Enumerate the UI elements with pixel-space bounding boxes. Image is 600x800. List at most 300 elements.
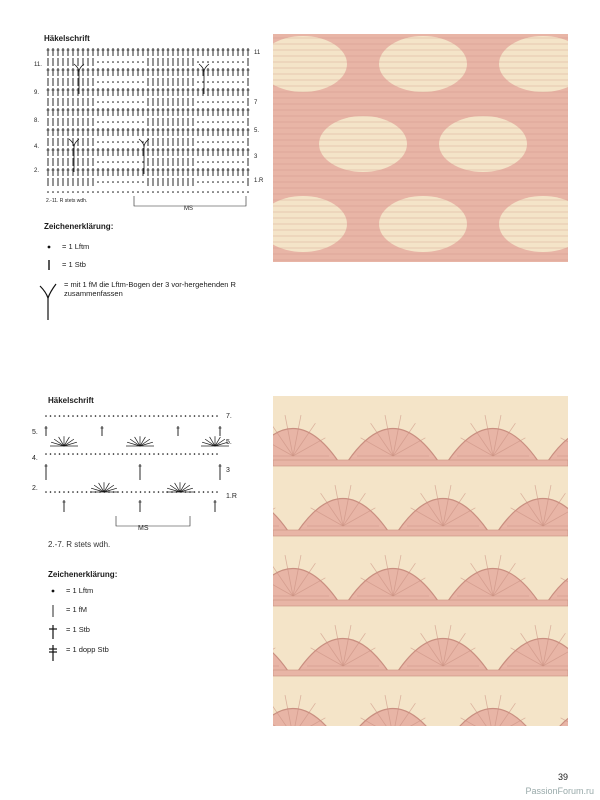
stitch-symbol: [192, 128, 195, 136]
chain-dot: [242, 61, 244, 63]
stitch-symbol: [242, 148, 245, 156]
stitch-symbol: [132, 148, 135, 156]
chain-dot: [222, 161, 224, 163]
stitch-symbol: [127, 128, 130, 136]
chain-dot: [131, 491, 133, 493]
chain-dot: [207, 61, 209, 63]
chain-dot: [137, 141, 139, 143]
chain-dot: [77, 415, 79, 417]
chain-dot: [131, 453, 133, 455]
stitch-symbol: [112, 88, 115, 96]
chain-dot: [232, 141, 234, 143]
stitch-symbol: [82, 148, 85, 156]
stitch-symbol: [157, 168, 160, 176]
stitch-symbol: [52, 68, 55, 76]
legend-item: = 1 Lftm: [44, 242, 89, 253]
chain-dot: [144, 453, 146, 455]
chain-dot: [68, 415, 70, 417]
chain-dot: [142, 181, 144, 183]
stitch-symbol: [167, 168, 170, 176]
chain-dot: [142, 101, 144, 103]
stitch-symbol: [117, 88, 120, 96]
chain-dot: [132, 61, 134, 63]
hook-symbol: [74, 64, 84, 94]
chain-dot: [182, 191, 184, 193]
stitch-symbol: [147, 108, 150, 116]
chain-dot: [112, 121, 114, 123]
stitch-symbol: [232, 128, 235, 136]
chain-dot: [137, 61, 139, 63]
chain-dot: [207, 161, 209, 163]
swatch-band: [273, 530, 568, 536]
stitch-symbol: [147, 68, 150, 76]
dot-icon: [48, 586, 62, 597]
stitch-symbol: [212, 88, 215, 96]
stitch-symbol: [177, 48, 180, 56]
chain-dot: [207, 415, 209, 417]
chain-dot: [247, 191, 249, 193]
chain-dot: [72, 415, 74, 417]
stitch-symbol: [102, 48, 105, 56]
chain-dot: [217, 191, 219, 193]
repeat-note: 2.-11. R stets wdh.: [46, 198, 88, 204]
chain-dot: [132, 191, 134, 193]
ms-label: MS: [138, 525, 149, 532]
ms-bracket: [116, 516, 190, 526]
chain-dot: [132, 161, 134, 163]
stitch-symbol: [187, 148, 190, 156]
stitch-symbol: [107, 148, 110, 156]
chain-dot: [63, 491, 65, 493]
stitch-symbol: [62, 108, 65, 116]
stitch-symbol: [117, 68, 120, 76]
stitch-symbol: [212, 128, 215, 136]
chain-dot: [82, 191, 84, 193]
stitch-symbol: [237, 88, 240, 96]
stitch-symbol: [77, 108, 80, 116]
stitch-symbol: [192, 168, 195, 176]
stitch-symbol: [222, 148, 225, 156]
stitch-symbol: [122, 48, 125, 56]
stitch-symbol: [47, 168, 50, 176]
stitch-symbol: [232, 148, 235, 156]
stitch-symbol: [207, 128, 210, 136]
chain-dot: [54, 453, 56, 455]
stitch-symbol: [227, 128, 230, 136]
legend-title: Zeichenerklärung:: [48, 570, 118, 579]
pattern2-title: Häkelschrift: [48, 396, 94, 405]
stitch-symbol: [182, 68, 185, 76]
stitch-symbol: [87, 148, 90, 156]
ms-label: MS: [184, 206, 193, 212]
chain-dot: [189, 453, 191, 455]
stitch-symbol: [162, 108, 165, 116]
stitch-symbol: [197, 148, 200, 156]
chain-dot: [113, 415, 115, 417]
chain-dot: [99, 415, 101, 417]
stitch-symbol: [187, 48, 190, 56]
chain-dot: [207, 81, 209, 83]
stitch-symbol: [182, 108, 185, 116]
chain-dot: [90, 453, 92, 455]
chain-dot: [132, 121, 134, 123]
stitch-symbol: [117, 148, 120, 156]
chain-dot: [217, 81, 219, 83]
stitch-symbol: [182, 148, 185, 156]
cross-bar-icon: [48, 625, 62, 641]
stitch-symbol: [47, 88, 50, 96]
chain-dot: [104, 453, 106, 455]
stitch-symbol: [147, 88, 150, 96]
chain-dot: [222, 141, 224, 143]
chain-dot: [57, 191, 59, 193]
stitch-symbol: [219, 464, 222, 480]
stitch-symbol: [152, 168, 155, 176]
chain-dot: [68, 491, 70, 493]
chain-dot: [212, 191, 214, 193]
chain-dot: [137, 181, 139, 183]
chain-dot: [222, 181, 224, 183]
chain-dot: [167, 191, 169, 193]
page-number: 39: [557, 772, 568, 782]
chain-dot: [140, 415, 142, 417]
chain-dot: [207, 141, 209, 143]
chain-dot: [232, 161, 234, 163]
stitch-symbol: [132, 48, 135, 56]
stitch-symbol: [77, 128, 80, 136]
chain-dot: [86, 453, 88, 455]
stitch-symbol: [127, 88, 130, 96]
stitch-symbol: [92, 88, 95, 96]
stitch-symbol: [227, 168, 230, 176]
stitch-symbol: [82, 68, 85, 76]
swatch-band: [273, 670, 568, 676]
chain-dot: [107, 81, 109, 83]
chain-dot: [171, 415, 173, 417]
chain-dot: [122, 121, 124, 123]
stitch-symbol: [172, 68, 175, 76]
chain-dot: [107, 181, 109, 183]
stitch-symbol: [57, 48, 60, 56]
legend-title: Zeichenerklärung:: [44, 222, 114, 231]
chain-dot: [50, 415, 52, 417]
chain-dot: [222, 191, 224, 193]
chain-dot: [227, 161, 229, 163]
pattern2-photo: [273, 396, 568, 726]
chain-dot: [113, 453, 115, 455]
chain-dot: [54, 491, 56, 493]
chain-dot: [212, 61, 214, 63]
chain-dot: [122, 141, 124, 143]
stitch-symbol: [67, 148, 70, 156]
stitch-symbol: [242, 88, 245, 96]
chain-dot: [127, 191, 129, 193]
stitch-symbol: [157, 148, 160, 156]
stitch-symbol: [142, 128, 145, 136]
stitch-symbol: [177, 68, 180, 76]
stitch-symbol: [67, 48, 70, 56]
stitch-symbol: [132, 128, 135, 136]
stitch-symbol: [202, 128, 205, 136]
pattern1-title: Häkelschrift: [44, 34, 90, 43]
fan-symbol: [90, 482, 118, 492]
chain-dot: [153, 415, 155, 417]
stitch-symbol: [172, 148, 175, 156]
chain-dot: [142, 121, 144, 123]
row-label-right: 3: [226, 467, 230, 474]
stitch-symbol: [97, 48, 100, 56]
stitch-symbol: [247, 148, 250, 156]
stitch-symbol: [202, 148, 205, 156]
stitch-symbol: [237, 148, 240, 156]
stitch-symbol: [212, 148, 215, 156]
stitch-symbol: [67, 128, 70, 136]
stitch-symbol: [197, 128, 200, 136]
stitch-symbol: [232, 68, 235, 76]
chain-dot: [72, 491, 74, 493]
stitch-symbol: [107, 48, 110, 56]
stitch-symbol: [237, 48, 240, 56]
stitch-symbol: [222, 68, 225, 76]
chain-dot: [162, 415, 164, 417]
chain-dot: [232, 181, 234, 183]
stitch-symbol: [152, 128, 155, 136]
stitch-symbol: [187, 108, 190, 116]
stitch-symbol: [62, 88, 65, 96]
stitch-symbol: [132, 68, 135, 76]
chain-dot: [197, 161, 199, 163]
chain-dot: [132, 181, 134, 183]
stitch-symbol: [212, 108, 215, 116]
chain-dot: [232, 81, 234, 83]
hook-symbol: [69, 139, 79, 172]
chain-dot: [202, 141, 204, 143]
chain-dot: [203, 415, 205, 417]
legend-item: = mit 1 fM die Lftm-Bogen der 3 vor-hergehenden R zusammenfassen: [38, 280, 268, 324]
row-label-left: 2.: [34, 168, 40, 174]
stitch-symbol: [152, 88, 155, 96]
stitch-symbol: [207, 88, 210, 96]
stitch-symbol: [182, 88, 185, 96]
chain-dot: [212, 453, 214, 455]
chain-dot: [216, 453, 218, 455]
chain-dot: [142, 161, 144, 163]
stitch-symbol: [47, 148, 50, 156]
stitch-symbol: [92, 148, 95, 156]
chain-dot: [54, 415, 56, 417]
chain-dot: [237, 181, 239, 183]
stitch-symbol: [122, 108, 125, 116]
chain-dot: [63, 453, 65, 455]
stitch-symbol: [127, 148, 130, 156]
stitch-symbol: [222, 88, 225, 96]
stitch-symbol: [162, 68, 165, 76]
chain-dot: [212, 181, 214, 183]
chain-dot: [237, 121, 239, 123]
chain-dot: [207, 101, 209, 103]
stitch-symbol: [57, 68, 60, 76]
chain-dot: [217, 61, 219, 63]
stitch-symbol: [167, 68, 170, 76]
stitch-symbol: [102, 168, 105, 176]
stitch-symbol: [157, 48, 160, 56]
stitch-symbol: [152, 108, 155, 116]
stitch-symbol: [137, 48, 140, 56]
chain-dot: [117, 415, 119, 417]
chain-dot: [117, 141, 119, 143]
chain-dot: [194, 453, 196, 455]
chain-dot: [68, 453, 70, 455]
chain-dot: [81, 453, 83, 455]
chain-dot: [135, 453, 137, 455]
stitch-symbol: [52, 128, 55, 136]
row-label-right: 7: [254, 100, 258, 106]
stitch-symbol: [217, 88, 220, 96]
stitch-symbol: [97, 128, 100, 136]
stitch-symbol: [82, 128, 85, 136]
stitch-symbol: [142, 48, 145, 56]
stitch-symbol: [197, 108, 200, 116]
stitch-symbol: [207, 148, 210, 156]
stitch-symbol: [222, 168, 225, 176]
stitch-symbol: [167, 48, 170, 56]
stitch-symbol: [57, 168, 60, 176]
stitch-symbol: [47, 68, 50, 76]
stitch-symbol: [117, 48, 120, 56]
chain-dot: [102, 191, 104, 193]
chain-dot: [176, 415, 178, 417]
chain-dot: [135, 491, 137, 493]
chain-dot: [122, 81, 124, 83]
chain-dot: [107, 101, 109, 103]
stitch-symbol: [107, 108, 110, 116]
chain-dot: [152, 191, 154, 193]
stitch-symbol: [242, 48, 245, 56]
hook-icon: [38, 280, 60, 324]
chain-dot: [227, 121, 229, 123]
stitch-symbol: [47, 128, 50, 136]
stitch-symbol: [57, 128, 60, 136]
stitch-symbol: [172, 128, 175, 136]
stitch-symbol: [207, 108, 210, 116]
chain-dot: [97, 61, 99, 63]
chain-dot: [117, 161, 119, 163]
chain-dot: [212, 101, 214, 103]
chain-dot: [132, 81, 134, 83]
stitch-symbol: [202, 168, 205, 176]
chain-dot: [97, 181, 99, 183]
chain-dot: [212, 81, 214, 83]
chain-dot: [126, 415, 128, 417]
stitch-symbol: [72, 48, 75, 56]
chain-dot: [59, 491, 61, 493]
stitch-symbol: [52, 168, 55, 176]
chain-dot: [102, 81, 104, 83]
chain-dot: [102, 121, 104, 123]
chain-dot: [137, 121, 139, 123]
stitch-symbol: [77, 148, 80, 156]
stitch-symbol: [217, 68, 220, 76]
chain-dot: [137, 191, 139, 193]
stitch-symbol: [172, 168, 175, 176]
stitch-symbol: [62, 128, 65, 136]
stitch-symbol: [47, 108, 50, 116]
row-label-left: 9.: [34, 90, 40, 96]
row-label-left: 4.: [34, 144, 40, 150]
stitch-symbol: [52, 48, 55, 56]
chain-dot: [81, 415, 83, 417]
stitch-symbol: [137, 108, 140, 116]
stitch-symbol: [101, 426, 104, 436]
chain-dot: [147, 191, 149, 193]
stitch-symbol: [202, 48, 205, 56]
chain-dot: [197, 191, 199, 193]
chain-dot: [237, 161, 239, 163]
stitch-symbol: [137, 168, 140, 176]
stitch-symbol: [142, 108, 145, 116]
chain-dot: [171, 453, 173, 455]
row-label-right: 5.: [226, 439, 232, 446]
stitch-symbol: [57, 108, 60, 116]
stitch-symbol: [67, 88, 70, 96]
stitch-symbol: [67, 68, 70, 76]
chain-dot: [112, 161, 114, 163]
chain-dot: [202, 101, 204, 103]
chain-dot: [242, 161, 244, 163]
chain-dot: [112, 61, 114, 63]
chain-dot: [149, 491, 151, 493]
stitch-symbol: [87, 48, 90, 56]
stitch-symbol: [67, 168, 70, 176]
chain-dot: [212, 121, 214, 123]
chain-dot: [202, 191, 204, 193]
chain-dot: [77, 453, 79, 455]
chain-dot: [131, 415, 133, 417]
chain-dot: [167, 415, 169, 417]
stitch-symbol: [147, 148, 150, 156]
chain-dot: [197, 121, 199, 123]
legend-item: = 1 Lftm: [48, 586, 93, 597]
chain-dot: [158, 415, 160, 417]
chain-dot: [97, 101, 99, 103]
chain-dot: [102, 101, 104, 103]
chain-dot: [237, 81, 239, 83]
chain-dot: [72, 453, 74, 455]
stitch-symbol: [107, 68, 110, 76]
stitch-symbol: [107, 128, 110, 136]
stitch-symbol: [222, 108, 225, 116]
chain-dot: [63, 415, 65, 417]
stitch-symbol: [137, 128, 140, 136]
chain-dot: [162, 453, 164, 455]
chain-dot: [127, 181, 129, 183]
stitch-symbol: [177, 88, 180, 96]
swatch-band: [273, 460, 568, 466]
chain-dot: [97, 141, 99, 143]
stitch-symbol: [87, 128, 90, 136]
stitch-symbol: [72, 88, 75, 96]
stitch-symbol: [82, 168, 85, 176]
chain-dot: [102, 141, 104, 143]
stitch-symbol: [122, 68, 125, 76]
chain-dot: [45, 491, 47, 493]
chain-dot: [97, 81, 99, 83]
chain-dot: [45, 415, 47, 417]
stitch-symbol: [147, 168, 150, 176]
chain-dot: [107, 141, 109, 143]
chain-dot: [102, 61, 104, 63]
chain-dot: [117, 61, 119, 63]
